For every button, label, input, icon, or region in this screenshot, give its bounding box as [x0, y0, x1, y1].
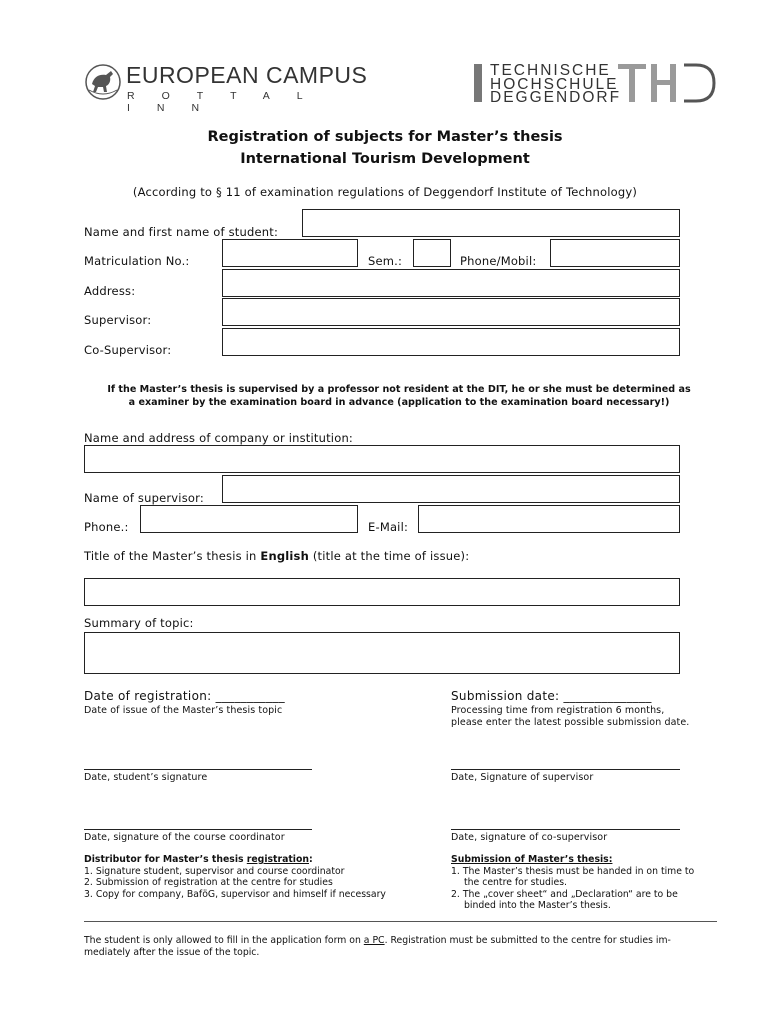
student-name-label: Name and first name of student:	[84, 225, 279, 239]
company-email-label: E-Mail:	[368, 520, 409, 534]
supervisor-field[interactable]	[222, 298, 680, 326]
matriculation-field[interactable]	[222, 239, 358, 267]
supervisor-signature-line[interactable]	[451, 769, 680, 770]
matriculation-label: Matriculation No.:	[84, 254, 190, 268]
student-signature-label: Date, student’s signature	[84, 772, 208, 783]
thesis-title-field[interactable]	[84, 578, 680, 606]
thd-letters-icon	[618, 62, 718, 104]
thd-logo	[474, 62, 719, 106]
student-name-field[interactable]	[302, 209, 680, 237]
form-title-line2: International Tourism Development	[240, 151, 530, 167]
distributor-block	[84, 854, 386, 900]
registration-date-label: Date of registration: ___________	[84, 689, 285, 703]
summary-label: Summary of topic:	[84, 616, 194, 630]
submission-block	[451, 854, 694, 912]
phone-mobile-field[interactable]	[550, 239, 680, 267]
company-field[interactable]	[84, 445, 680, 473]
semester-label: Sem.:	[368, 254, 403, 268]
submission-item-cont: binded into the Master’s thesis.	[464, 900, 611, 911]
company-label: Name and address of company or institution:	[84, 431, 354, 445]
submission-item: 2. The „cover sheet“ and „Declaration“ are to be	[451, 888, 678, 900]
company-email-field[interactable]	[418, 505, 680, 533]
form-title-line1: Registration of subjects for Master’s thesis	[207, 129, 563, 145]
coordinator-signature-label: Date, signature of the course coordinator	[84, 832, 285, 843]
european-campus-subtitle: ROTTAL INN	[127, 90, 330, 114]
summary-field[interactable]	[84, 632, 680, 674]
address-field[interactable]	[222, 269, 680, 297]
thesis-title-label: Title of the Master’s thesis in English (title at the time of issue):	[84, 549, 470, 563]
form-title	[0, 126, 770, 170]
distributor-heading: Distributor for Master’s thesis registration:	[84, 854, 313, 865]
submission-date-label: Submission date: ______________	[451, 689, 652, 703]
company-supervisor-label: Name of supervisor:	[84, 491, 204, 505]
submission-item-cont: the centre for studies.	[464, 877, 567, 888]
company-supervisor-field[interactable]	[222, 475, 680, 503]
thd-logo-text: TECHNISCHE HOCHSCHULE DEGGENDORF	[490, 62, 622, 106]
footer-divider	[84, 921, 717, 922]
registration-date-note: Date of issue of the Master’s thesis topic	[84, 705, 283, 716]
european-campus-title: EUROPEAN CAMPUS	[126, 62, 368, 88]
submission-date-note-2: please enter the latest possible submission date.	[451, 717, 690, 728]
distributor-item: 2. Submission of registration at the centre for studies	[84, 877, 333, 888]
notice-text: If the Master’s thesis is supervised by a professor not resident at the DIT, he or she must be determined as a examiner by the examination board in advance (application to the examination board necessary!)	[107, 384, 691, 408]
supervisor-label: Supervisor:	[84, 313, 152, 327]
co-supervisor-signature-line[interactable]	[451, 829, 680, 830]
european-campus-logo	[84, 62, 374, 114]
supervisor-signature-label: Date, Signature of supervisor	[451, 772, 594, 783]
submission-item: 1. The Master’s thesis must be handed in on time to	[451, 865, 695, 877]
horse-emblem-icon	[84, 62, 122, 102]
footer-note: The student is only allowed to fill in the application form on a PC. Registration must be submitted to the centre for studies im- mediately after the issue of the topic.	[84, 935, 671, 958]
company-phone-field[interactable]	[140, 505, 358, 533]
coordinator-signature-line[interactable]	[84, 829, 312, 830]
co-supervisor-field[interactable]	[222, 328, 680, 356]
co-supervisor-signature-label: Date, signature of co-supervisor	[451, 832, 608, 843]
co-supervisor-label: Co-Supervisor:	[84, 343, 172, 357]
semester-field[interactable]	[413, 239, 451, 267]
distributor-item: 1. Signature student, supervisor and course coordinator	[84, 865, 345, 877]
distributor-item: 3. Copy for company, BaföG, supervisor and himself if necessary	[84, 888, 386, 900]
form-subtitle: (According to § 11 of examination regulations of Deggendorf Institute of Technology)	[132, 185, 638, 199]
submission-date-note-1: Processing time from registration 6 months,	[451, 705, 665, 716]
phone-mobile-label: Phone/Mobil:	[460, 254, 537, 268]
student-signature-line[interactable]	[84, 769, 312, 770]
company-phone-label: Phone.:	[84, 520, 129, 534]
submission-heading: Submission of Master’s thesis:	[451, 854, 613, 865]
address-label: Address:	[84, 284, 136, 298]
